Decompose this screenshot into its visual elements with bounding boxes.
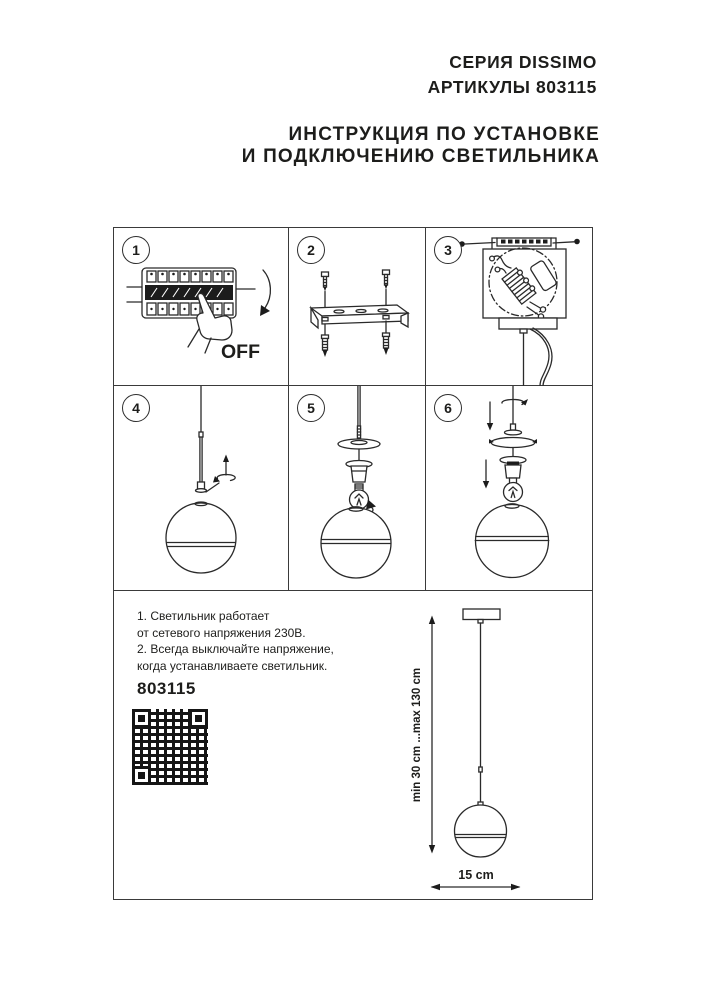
step-number-badge: 4 [122, 394, 150, 422]
note-line: 2. Всегда выключайте напряжение, [137, 642, 334, 656]
article-number: 803115 [137, 679, 196, 698]
suspension-rod-icon [357, 386, 360, 438]
step-number-badge: 1 [122, 236, 150, 264]
footer-panel [114, 591, 592, 899]
step-number-badge: 2 [297, 236, 325, 264]
step-number-badge: 5 [297, 394, 325, 422]
canopy-icon [499, 318, 557, 386]
down-arrow-icon [487, 402, 493, 431]
note-line: когда устанавливаете светильник. [137, 658, 328, 673]
glass-globe-icon [475, 504, 548, 578]
step-panel-3 [426, 228, 592, 386]
qr-finder-icon [132, 766, 151, 785]
shade-disc-icon [489, 438, 537, 479]
header-block [428, 50, 597, 100]
note-line: 1. Светильник работает [137, 609, 270, 623]
glass-globe-icon [166, 502, 236, 573]
turn-off-arrow-icon [260, 270, 270, 316]
step-panel-1 [114, 228, 289, 386]
title-line-1: ИНСТРУКЦИЯ ПО УСТАНОВКЕ [288, 124, 600, 145]
step-panel-2 [289, 228, 426, 386]
step-panel-6 [426, 386, 592, 591]
qr-code [132, 709, 208, 785]
articles-label: АРТИКУЛЫ 803115 [427, 77, 597, 97]
step-panel-5 [289, 386, 426, 591]
step-number-badge: 3 [434, 236, 462, 264]
off-label: OFF [221, 341, 260, 363]
circuit-breaker-icon [127, 268, 255, 318]
height-dimension [411, 616, 435, 854]
shade-disc-icon [338, 439, 380, 482]
steps-grid [113, 227, 593, 900]
step-panel-4 [114, 386, 289, 591]
light-bulb-icon [350, 484, 369, 509]
qr-finder-icon [132, 709, 151, 728]
page-title [242, 124, 600, 167]
glass-globe-icon [321, 507, 391, 578]
safety-notes [137, 608, 334, 674]
rotate-arrow-icon [206, 455, 235, 493]
down-arrow-icon [483, 460, 489, 489]
height-range-label: min 30 cm ...max 130 cm [411, 667, 423, 803]
light-bulb-icon [504, 478, 523, 502]
pendant-lamp-drawing [455, 609, 507, 857]
wall-anchor-icon [322, 321, 390, 357]
qr-finder-icon [189, 709, 208, 728]
step-number-badge: 6 [434, 394, 462, 422]
suspension-rod-icon [196, 386, 207, 492]
note-line: от сетевого напряжения 230В. [137, 625, 306, 640]
diameter-label: 15 cm [458, 868, 494, 882]
screw-icon [322, 270, 390, 307]
suspension-rod-icon [502, 386, 528, 435]
series-label: СЕРИЯ DISSIMO [449, 52, 597, 72]
width-dimension [431, 868, 521, 890]
ceiling-bracket-icon [492, 238, 556, 248]
title-line-2: И ПОДКЛЮЧЕНИЮ СВЕТИЛЬНИКА [241, 145, 600, 167]
